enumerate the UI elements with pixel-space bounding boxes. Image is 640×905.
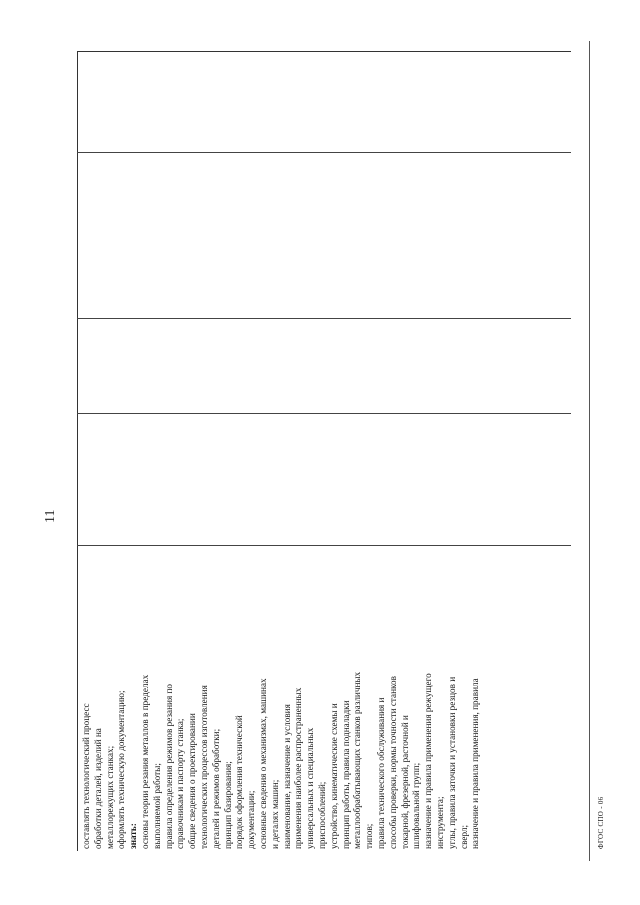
table-text-line: деталей и режимов обработки; <box>210 728 221 849</box>
table-text-line: документации; <box>246 790 257 849</box>
table-text-line: и деталях машин; <box>269 779 280 849</box>
table-text-line: оформлять техническую документацию; <box>116 690 127 849</box>
table-text-line: знать: <box>128 823 139 849</box>
table-text-line: шлифовальной групп; <box>411 762 422 849</box>
table-text-line: принцип работы, правила подналадки <box>340 700 351 849</box>
table-text-line: сверл; <box>458 824 469 849</box>
table-text-line: правила определения режимов резания по <box>163 684 174 849</box>
table-text-line: типов; <box>364 823 375 849</box>
footer-code: ФГОС СПО - 06 <box>597 796 605 849</box>
table-text-line: обработки деталей, изделий на <box>92 728 103 849</box>
competency-table <box>77 51 571 851</box>
table-text-line: наименование, назначение и условия <box>281 704 292 849</box>
table-text-line: металлорежущих станках; <box>104 745 115 849</box>
table-text-line: общие сведения о проектировании <box>187 713 198 849</box>
table-text-line: назначение и правила применения, правила <box>470 678 481 849</box>
table-text-line: инструмента; <box>434 796 445 849</box>
column-divider <box>77 318 571 319</box>
table-text-line: принцип базирования; <box>222 761 233 849</box>
table-text-line: устройство, кинематические схемы и <box>328 703 339 849</box>
table-text-line: выполняемой работы; <box>151 763 162 849</box>
table-text-line: технологических процессов изготовления <box>198 685 209 849</box>
table-text-line: составлять технологический процесс <box>81 703 91 849</box>
table-text-line: правила технического обслуживания и <box>375 697 386 849</box>
column-divider <box>77 545 571 546</box>
column-divider <box>77 413 571 414</box>
column-divider <box>77 152 571 153</box>
table-text-line: применения наиболее распространенных <box>293 687 304 849</box>
table-text-line: углы, правила заточки и установки резцов и <box>446 676 457 849</box>
footer-rule <box>589 41 590 861</box>
table-text-line: приспособлений; <box>316 781 327 849</box>
table-text-line: основные сведения о механизмах, машинах <box>257 678 268 849</box>
table-text-line: металлообрабатывающих станков различных <box>352 671 363 849</box>
table-text-line: порядок оформления технической <box>234 715 245 849</box>
table-text-line: универсальных и специальных <box>305 727 316 849</box>
table-text-line: основы теории резания металлов в пределах <box>139 674 150 849</box>
knowledge-skills-cell <box>77 546 571 851</box>
table-text-line: токарной, фрезерной, расточной и <box>399 715 410 849</box>
table-text-line: назначение и правила применения режущего <box>423 673 434 849</box>
page-number: 11 <box>43 509 58 523</box>
table-text-line: справочникам и паспорту станка; <box>175 718 186 849</box>
rotated-page <box>43 51 605 851</box>
table-text-line: способы проверки, нормы точности станков <box>387 676 398 849</box>
